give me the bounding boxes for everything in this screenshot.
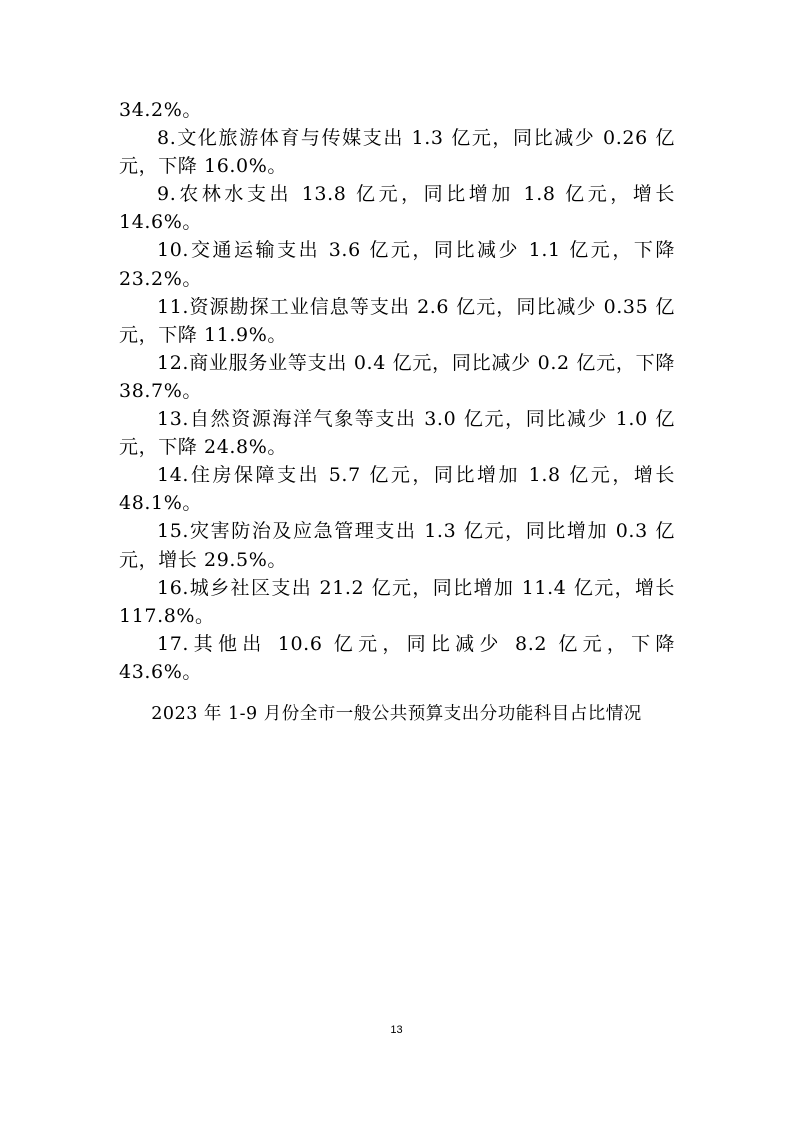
paragraph-item-16: 16.城乡社区支出 21.2 亿元，同比增加 11.4 亿元，增长 117.8%。 — [119, 576, 675, 627]
body-text — [119, 96, 675, 686]
paragraph-item-10: 10.交通运输支出 3.6 亿元，同比减少 1.1 亿元，下降 23.2%。 — [119, 239, 675, 290]
paragraph-item-17: 17.其他出 10.6 亿元，同比减少 8.2 亿元，下降 43.6%。 — [119, 632, 675, 683]
paragraph-item-12: 12.商业服务业等支出 0.4 亿元，同比减少 0.2 亿元，下降 38.7%。 — [119, 351, 675, 402]
paragraph-item-11: 11.资源勘探工业信息等支出 2.6 亿元，同比减少 0.35 亿元，下降 11.9%。 — [119, 295, 675, 346]
paragraph-continuation: 34.2%。 — [119, 99, 202, 121]
figure-caption: 2023 年 1-9 月份全市一般公共预算支出分功能科目占比情况 — [151, 704, 642, 724]
page-number: 13 — [390, 1024, 403, 1036]
paragraph-item-9: 9.农林水支出 13.8 亿元，同比增加 1.8 亿元，增长 14.6%。 — [119, 183, 675, 234]
paragraph-item-8: 8.文化旅游体育与传媒支出 1.3 亿元，同比减少 0.26 亿元，下降 16.0%。 — [119, 127, 675, 178]
paragraph-item-14: 14.住房保障支出 5.7 亿元，同比增加 1.8 亿元，增长 48.1%。 — [119, 464, 675, 515]
paragraph-item-15: 15.灾害防治及应急管理支出 1.3 亿元，同比增加 0.3 亿元，增长 29.5%。 — [119, 520, 675, 571]
paragraph-item-13: 13.自然资源海洋气象等支出 3.0 亿元，同比减少 1.0 亿元，下降 24.8%。 — [119, 408, 675, 459]
